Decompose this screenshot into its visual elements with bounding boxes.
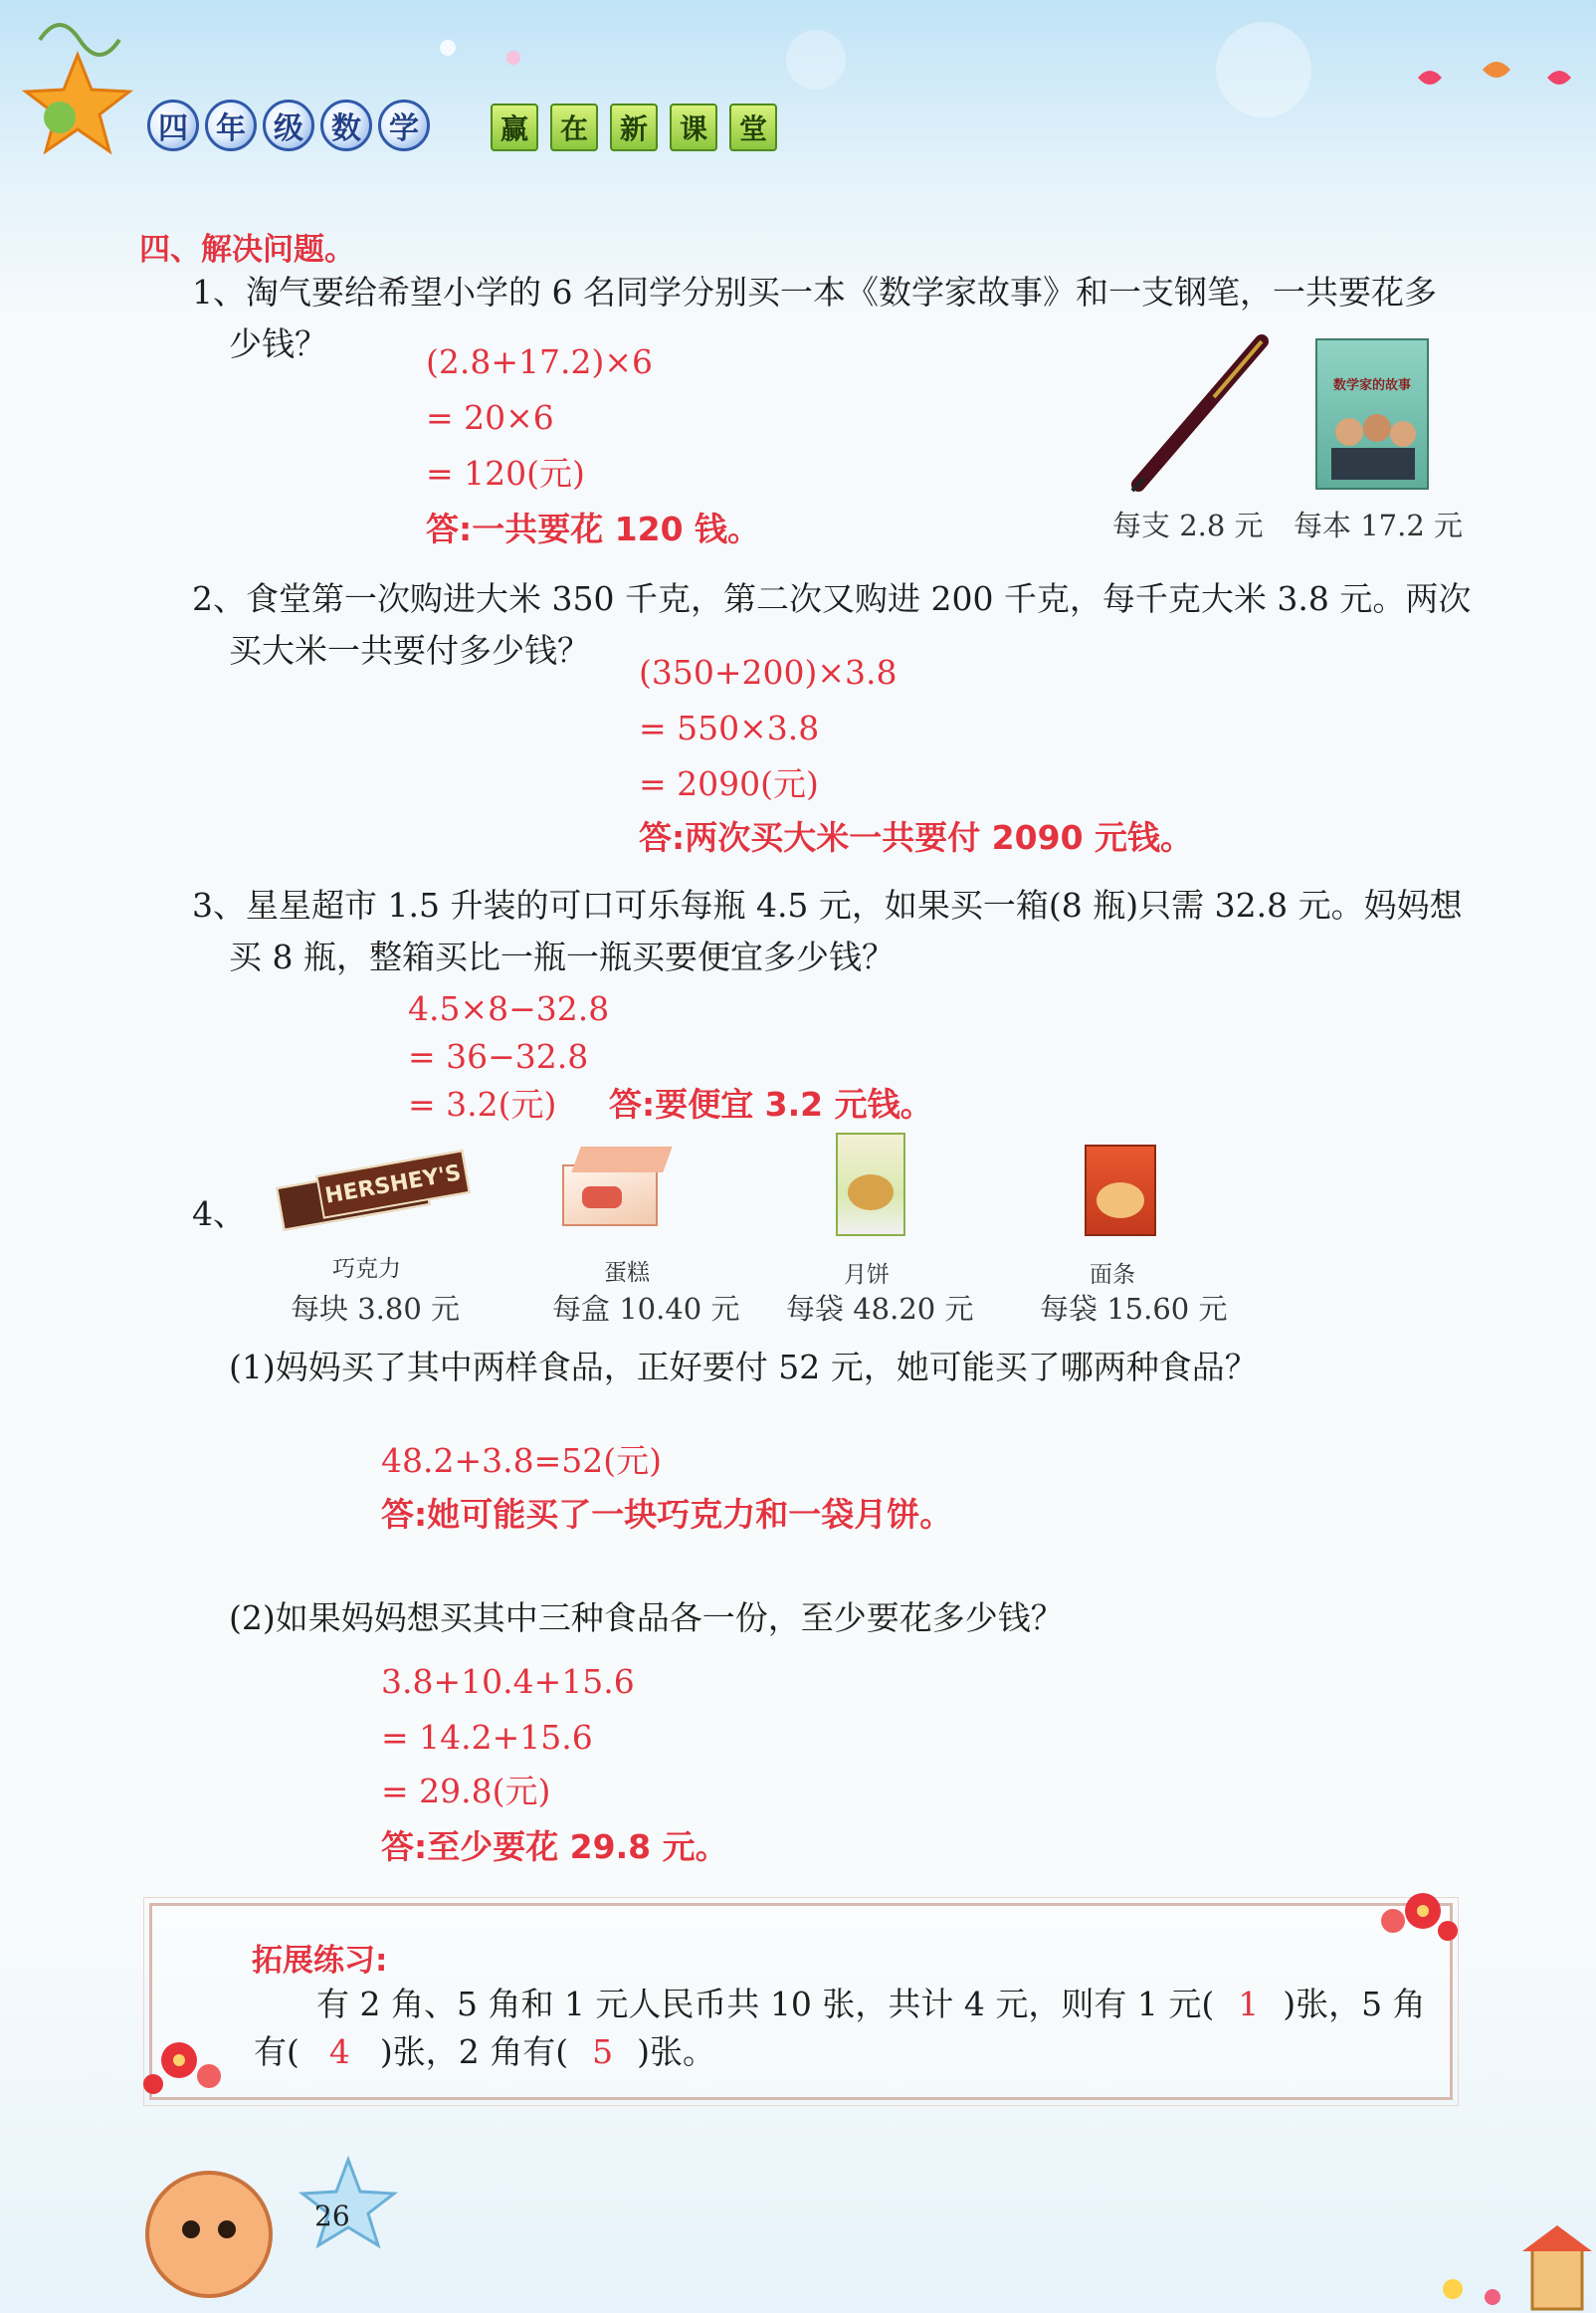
problem-4-sub1-step: 48.2+3.8=52(元) [381,1441,662,1480]
star-icon [26,55,129,151]
extension-line-1 [316,1981,1426,2028]
extension-text: 有 2 角、5 角和 1 元人民币共 10 张，共计 4 元，则有 1 元( [316,1985,1215,2023]
header-decoration [0,0,1596,199]
series-title-char: 在 [550,104,598,151]
extension-text: )张，5 角 [1283,1985,1426,2023]
chocolate-wrapper-text: HERSHEY'S [315,1150,470,1218]
bubble-decoration [1216,22,1311,117]
problem-4-sub2-answer: 答:至少要花 29.8 元。 [381,1827,728,1866]
problem-2-text: 买大米一共要付多少钱？ [229,631,590,670]
problem-1-step: = 20×6 [426,398,554,437]
food-price-mooncake: 每袋 48.20 元 [786,1292,974,1326]
series-title-char: 赢 [491,104,538,151]
footer-corner-decoration [1393,2219,1596,2313]
problem-1-step: = 120(元) [426,454,585,493]
problem-3-text: 3、星星超市 1.5 升装的可口可乐每瓶 4.5 元，如果买一箱(8 瓶)只需 32.8 元。妈妈想 [192,886,1463,925]
pen-image [1124,333,1274,493]
extension-title: 拓展练习: [252,1943,388,1979]
section-title: 四、解决问题。 [139,232,355,268]
flower-decoration [1353,1871,1473,1961]
problem-2-step: = 550×3.8 [639,709,820,747]
answer-blank-2: 4 [328,2032,350,2071]
problem-4-sub1-question: (1)妈妈买了其中两样食品，正好要付 52 元，她可能买了哪两种食品？ [229,1348,1258,1386]
book-title-char: 年 [205,100,257,151]
heart-icon [1547,71,1571,85]
extension-text: 有( [254,2032,299,2071]
problem-2-answer: 答:两次买大米一共要付 2090 元钱。 [639,818,1194,857]
problem-2-step: (350+200)×3.8 [639,653,898,692]
book-title-char: 四 [147,100,199,151]
food-name-noodles: 面条 [1090,1262,1135,1288]
problem-1-answer: 答:一共要花 120 钱。 [426,510,761,548]
mooncake-bag-image [836,1133,905,1236]
food-price-cake: 每盒 10.40 元 [552,1292,740,1326]
problem-4-sub2-step: 3.8+10.4+15.6 [381,1662,635,1701]
cake-box-image [562,1143,672,1230]
problem-4-sub1-answer: 答:她可能买了一块巧克力和一袋月饼。 [381,1495,953,1534]
heart-icon [1418,71,1442,85]
book-price-caption: 每本 17.2 元 [1294,509,1464,542]
book-image [1315,338,1429,490]
character-icon [147,2173,271,2296]
series-title-char: 堂 [729,104,777,151]
book-cover-title: 数学家的故事 [1332,378,1411,393]
food-price-noodles: 每袋 15.60 元 [1040,1292,1228,1326]
problem-3-step: = 3.2(元) [408,1085,557,1124]
problem-4-sub2-step: = 29.8(元) [381,1772,551,1810]
answer-blank-3: 5 [592,2032,614,2071]
vine-decoration [40,25,119,55]
sparkle-decoration [440,40,456,56]
problem-1-step: (2.8+17.2)×6 [426,342,654,381]
series-title-char: 课 [670,104,717,151]
flower-decoration [129,2020,249,2120]
page-number: 26 [314,2200,350,2232]
problem-1-text: 1、淘气要给希望小学的 6 名同学分别买一本《数学家故事》和一支钢笔，一共要花多 [192,273,1437,312]
extension-text: )张，2 角有( [379,2032,569,2071]
sparkle-decoration [506,51,520,65]
book-title-char: 数 [320,100,372,151]
bubble-decoration [786,30,846,90]
pen-price-caption: 每支 2.8 元 [1112,509,1264,542]
extension-line-2 [254,2028,715,2076]
food-name-cake: 蛋糕 [604,1260,650,1286]
footer-decoration [100,2140,418,2313]
book-cover-illustration [1325,402,1421,482]
extension-text: )张。 [637,2032,715,2071]
problem-2-text: 2、食堂第一次购进大米 350 千克，第二次又购进 200 千克，每千克大米 3.8 元。两次 [192,579,1472,618]
problem-1-text: 少钱？ [229,324,327,363]
problem-4-number: 4、 [192,1194,246,1233]
problem-2-step: = 2090(元) [639,764,819,803]
problem-3-text: 买 8 瓶，整箱买比一瓶一瓶买要便宜多少钱？ [229,938,895,976]
food-name-chocolate: 巧克力 [332,1256,401,1282]
problem-3-step: 4.5×8−32.8 [408,989,610,1028]
heart-icon [1483,62,1510,78]
book-title-char: 学 [378,100,430,151]
book-title-char: 级 [263,100,314,151]
problem-4-sub2-step: = 14.2+15.6 [381,1718,593,1757]
answer-blank-1: 1 [1238,1985,1260,2023]
food-name-mooncake: 月饼 [844,1262,890,1288]
food-price-chocolate: 每块 3.80 元 [291,1292,461,1326]
chocolate-image [279,1145,468,1239]
character-icon [44,102,76,133]
noodle-bag-image [1085,1145,1156,1236]
problem-3-step: = 36−32.8 [408,1037,589,1076]
series-title-char: 新 [610,104,658,151]
problem-3-answer: 答:要便宜 3.2 元钱。 [609,1085,933,1124]
problem-4-sub2-question: (2)如果妈妈想买其中三种食品各一份，至少要花多少钱？ [229,1598,1064,1637]
